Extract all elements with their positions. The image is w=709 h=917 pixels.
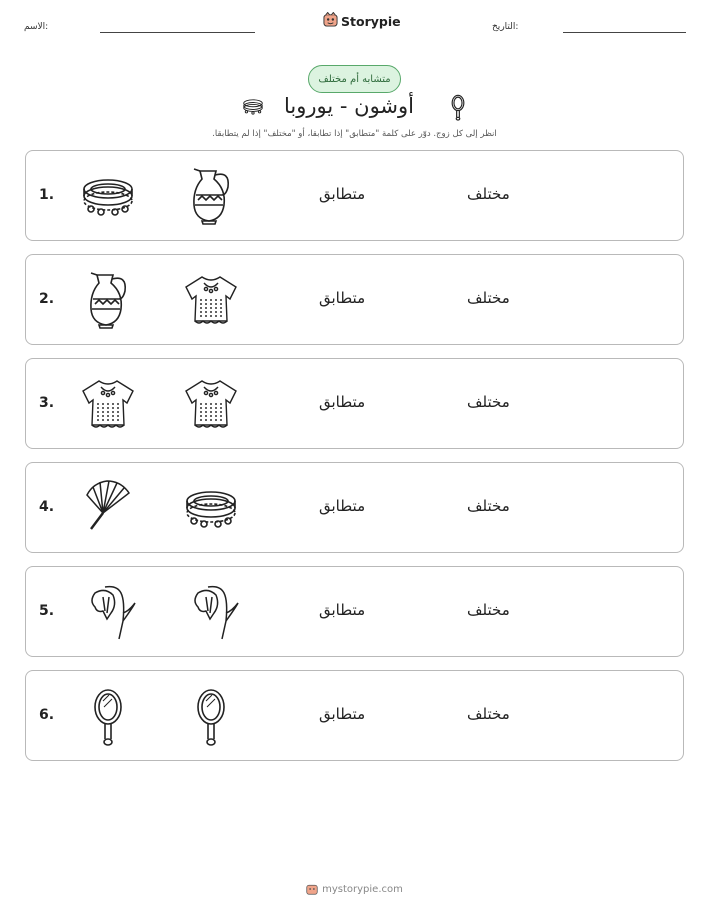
question-number: 1. [39,187,55,203]
question-row [25,670,684,761]
blouse-icon [182,269,240,331]
match-option[interactable]: متطابق [319,289,366,307]
storypie-mascot-icon [323,12,338,31]
blouse-icon [182,373,240,435]
title-row [0,86,709,128]
worksheet-header [0,0,709,50]
date-line [563,32,686,33]
footer-site: mystorypie.com [322,884,403,895]
question-number: 5. [39,603,55,619]
name-line [100,32,255,33]
question-row [25,358,684,449]
bracelets-icon [79,165,137,227]
mirror-icon [445,88,471,130]
question-row [25,254,684,345]
date-label: التاريخ: [492,22,519,32]
match-option[interactable]: متطابق [319,497,366,515]
fan-icon [79,477,137,539]
match-option[interactable]: متطابق [319,601,366,619]
bracelets-icon [182,477,240,539]
mirror-icon [182,685,240,747]
different-option[interactable]: مختلف [467,705,510,723]
question-number: 3. [39,395,55,411]
worksheet-tag: متشابه أم مختلف [308,65,401,93]
question-number: 4. [39,499,55,515]
match-option[interactable]: متطابق [319,393,366,411]
different-option[interactable]: مختلف [467,497,510,515]
different-option[interactable]: مختلف [467,601,510,619]
mirror-icon [79,685,137,747]
question-row [25,566,684,657]
storypie-mascot-icon [306,880,318,899]
instructions-text: انظر إلى كل زوج. دوّر على كلمة "متطابق" إذا تطابقا، أو "مختلف" إذا لم يتطابقا. [212,129,497,139]
match-option[interactable]: متطابق [319,185,366,203]
question-number: 6. [39,707,55,723]
different-option[interactable]: مختلف [467,185,510,203]
jug-icon [182,165,240,227]
flower-icon [79,581,137,643]
question-row [25,462,684,553]
question-row [25,150,684,241]
blouse-icon [79,373,137,435]
name-label: الاسم: [24,22,49,32]
flower-icon [182,581,240,643]
page-title: أوشون - يوروبا [284,94,414,118]
brand-logo [323,12,401,31]
footer [0,880,709,899]
different-option[interactable]: مختلف [467,393,510,411]
brand-name: Storypie [341,14,401,29]
bracelets-icon [238,94,268,122]
question-number: 2. [39,291,55,307]
match-option[interactable]: متطابق [319,705,366,723]
jug-icon [79,269,137,331]
different-option[interactable]: مختلف [467,289,510,307]
